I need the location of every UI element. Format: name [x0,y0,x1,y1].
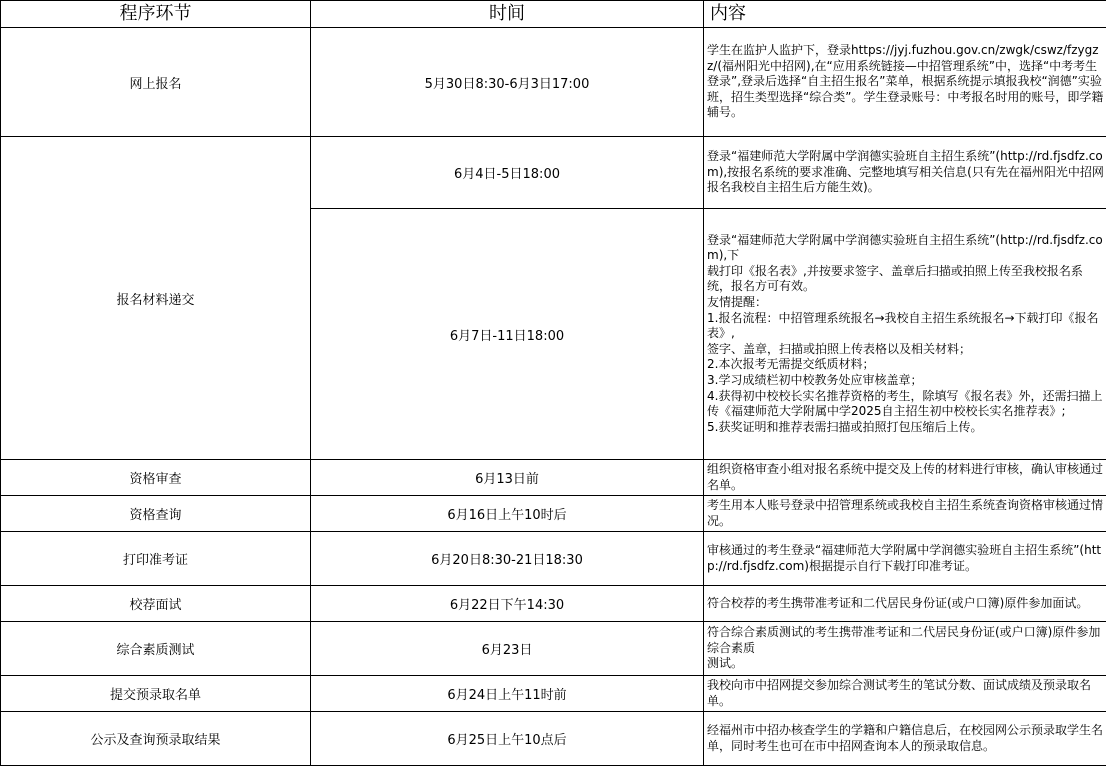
content-line: 友情提醒： [707,295,768,310]
time-cell: 6月7日-11日18:00 [311,209,704,460]
table-row [1,137,1106,209]
table-row [1,712,1106,766]
content-line: 经福州市中招办核查学生的学籍和户籍信息后，在校园网公示预录取学生名单，同时考生也可在市中招网查询本人的预录取信息。 [707,722,1104,753]
content-line: 我校向市中招网提交参加综合测试考生的笔试分数、面试成绩及预录取名单。 [707,677,1092,708]
content-line: 载打印《报名表》,并按要求签字、盖章后扫描或拍照上传至我校报名系统，报名方可有效。 [707,263,1083,294]
time-cell: 6月24日上午11时前 [311,676,704,712]
time-cell: 6月20日8:30-21日18:30 [311,532,704,586]
content-line: 1.报名流程：中招管理系统报名→我校自主招生系统报名→下载打印《报名表》, [707,310,1099,341]
content-line: 测试。 [707,656,744,671]
table-row [1,496,1106,532]
time-cell: 6月16日上午10时后 [311,496,704,532]
table-row [1,622,1106,676]
time-cell: 6月23日 [311,622,704,676]
content-cell [704,532,1106,586]
content-cell [704,496,1106,532]
step-cell: 综合素质测试 [1,622,311,676]
table-row [1,676,1106,712]
content-line: 签字、盖章，扫描或拍照上传表格以及相关材料； [707,341,972,356]
content-cell [704,676,1106,712]
content-line: 3.学习成绩栏初中校教务处应审核盖章； [707,372,923,387]
step-cell: 提交预录取名单 [1,676,311,712]
step-cell: 打印准考证 [1,532,311,586]
time-cell: 6月22日下午14:30 [311,586,704,622]
content-cell [704,460,1106,496]
table-row [1,586,1106,622]
content-line: 5.获奖证明和推荐表需扫描或拍照打包压缩后上传。 [707,419,983,434]
content-cell [704,712,1106,766]
time-cell: 6月4日-5日18:00 [311,137,704,209]
content-line: 组织资格审查小组对报名系统中提交及上传的材料进行审核，确认审核通过名单。 [707,461,1104,492]
step-cell: 公示及查询预录取结果 [1,712,311,766]
content-line: 登录“福建师范大学附属中学润德实验班自主招生系统”(http://rd.fjsdfz.com),下 [707,232,1103,263]
content-line: 登录“福建师范大学附属中学润德实验班自主招生系统”(http://rd.fjsdfz.com),按报名系统的要求准确、完整地填写相关信息(只有先在福州阳光中招网报名我校自主招生后方能生效)。 [707,149,1104,195]
step-cell: 校荐面试 [1,586,311,622]
table-row [1,28,1106,137]
header-step: 程序环节 [1,1,311,28]
step-cell: 网上报名 [1,28,311,137]
step-cell: 资格审查 [1,460,311,496]
content-cell [704,622,1106,676]
header-row [1,1,1106,28]
content-line: 4.获得初中校校长实名推荐资格的考生，除填写《报名表》外，还需扫描上传《福建师范大学附属中学2025自主招生初中校校长实名推荐表》; [707,388,1103,419]
content-cell [704,209,1106,460]
table-row [1,532,1106,586]
table-row [1,460,1106,496]
step-cell: 报名材料递交 [1,137,311,460]
content-line: 符合校荐的考生携带准考证和二代居民身份证(或户口簿)原件参加面试。 [707,595,1089,610]
content-cell [704,137,1106,209]
content-line: 考生用本人账号登录中招管理系统或我校自主招生系统查询资格审核通过情况。 [707,497,1104,528]
content-line: 学生在监护人监护下，登录https://jyj.fuzhou.gov.cn/zwgk/cswz/fzygzz/(福州阳光中招网),在“应用系统链接—中招管理系统”中，选择“中考考生登录”,登录后选择“自主招生报名”菜单，根据系统提示填报我校“润德”实验班，招生类型选择“综合类”。学生登录账号：中考报名时用的账号，即学籍辅号。 [707,43,1104,120]
content-line: 2.本次报考无需提交纸质材料； [707,357,875,372]
content-cell [704,28,1106,137]
content-line: 符合综合素质测试的考生携带准考证和二代居民身份证(或户口簿)原件参加综合素质 [707,625,1101,655]
content-line: 审核通过的考生登录“福建师范大学附属中学润德实验班自主招生系统”(http://rd.fjsdfz.com)根据提示自行下载打印准考证。 [707,542,1102,573]
time-cell: 6月13日前 [311,460,704,496]
content-cell [704,586,1106,622]
header-content: 内容 [704,1,1106,28]
step-cell: 资格查询 [1,496,311,532]
time-cell: 6月25日上午10点后 [311,712,704,766]
time-cell: 5月30日8:30-6月3日17:00 [311,28,704,137]
header-time: 时间 [311,1,704,28]
